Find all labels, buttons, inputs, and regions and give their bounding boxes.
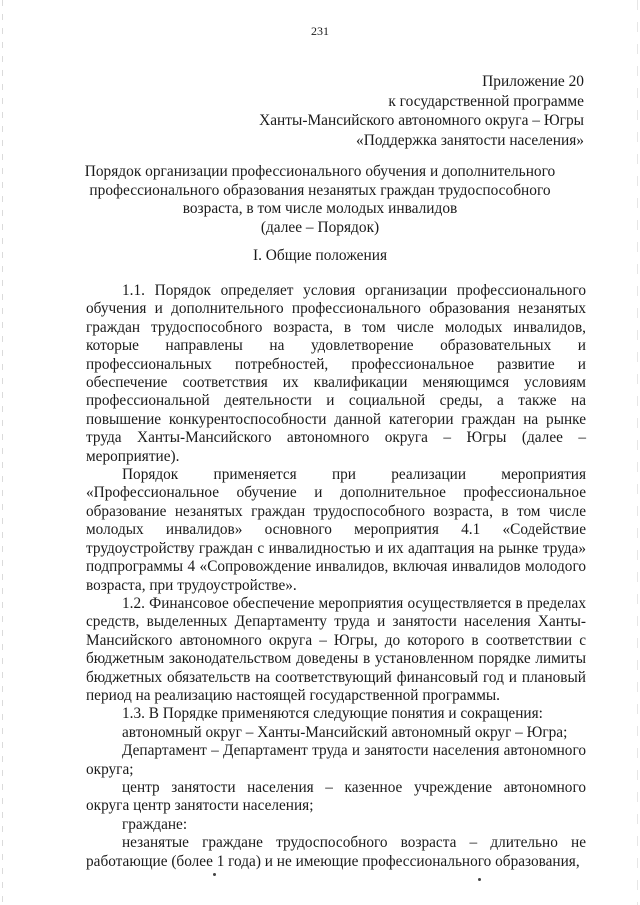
- appendix-header: [259, 72, 584, 150]
- title-line: профессионального образования незанятых граждан трудоспособного: [89, 181, 551, 199]
- paragraph: 1.3. В Порядке применяются следующие понятия и сокращения:: [122, 705, 543, 723]
- document-title: [60, 163, 580, 238]
- page-number: 231: [311, 24, 329, 38]
- paragraph: граждане:: [122, 815, 188, 833]
- paragraph: Департамент – Департамент труда и занятости населения автономного округа;: [86, 742, 586, 778]
- appendix-line: Ханты-Мансийского автономного округа – Югры: [259, 112, 584, 130]
- scan-speck: [213, 873, 216, 876]
- paragraph: Порядок применяется при реализации мероприятия «Профессиональное обучение и дополнительное профессиональное образование незанятых граждан трудоспособного возраста, в том числе молодых инвалидов» основного мероприятия 4.1 «Содействие трудоустройству граждан с инвалидностью и их адаптация на рынке труда» подпрограммы 4 «Сопровождение инвалидов, включая инвалидов молодого возраста, при трудоустройстве».: [86, 466, 586, 594]
- appendix-line: Приложение 20: [482, 73, 584, 90]
- paragraph: автономный округ – Ханты-Мансийский автономный округ – Югра;: [122, 723, 568, 741]
- title-line: возраста, в том числе молодых инвалидов: [182, 200, 458, 218]
- appendix-line: к государственной программе: [388, 92, 584, 110]
- title-line: Порядок организации профессионального обучения и дополнительного: [84, 163, 556, 180]
- scan-edge-right: [637, 0, 638, 905]
- paragraph: 1.1. Порядок определяет условия организации профессионального обучения и дополнительного профессионального образования незанятых граждан трудоспособного возраста, в том числе молодых инвалидов, которые направлены на удовлетворение образовательных и профессиональных потребностей, профессиональное развитие и обеспечение соответствия их квалификации меняющимся условиям профессиональной деятельности и социальной среды, а также на повышение конкурентоспособности данной категории граждан на рынке труда Ханты-Мансийского автономного округа – Югры (далее – мероприятие).: [86, 282, 586, 465]
- paragraph: центр занятости населения – казенное учреждение автономного округа центр занятости населения;: [86, 778, 586, 815]
- scan-speck: [478, 878, 481, 881]
- section-heading: I. Общие положения: [252, 247, 388, 264]
- title-line: (далее – Порядок): [260, 219, 380, 237]
- document-body: [86, 282, 586, 871]
- scan-edge-left: [2, 0, 3, 905]
- paragraph: 1.2. Финансовое обеспечение мероприятия осуществляется в пределах средств, выделенных Департаменту труда и занятости населения Ханты-Мансийского автономного округа – Югры, до которого в соответствии с бюджетным законодательством доведены в установленном порядке лимиты бюджетных обязательств на соответствующий финансовый год и плановый период на реализацию настоящей государственной программы.: [86, 594, 586, 704]
- paragraph: незанятые граждане трудоспособного возраста – длительно не работающие (более 1 года) и не имеющие профессионального образования,: [86, 834, 586, 870]
- appendix-line: «Поддержка занятости населения»: [356, 131, 584, 149]
